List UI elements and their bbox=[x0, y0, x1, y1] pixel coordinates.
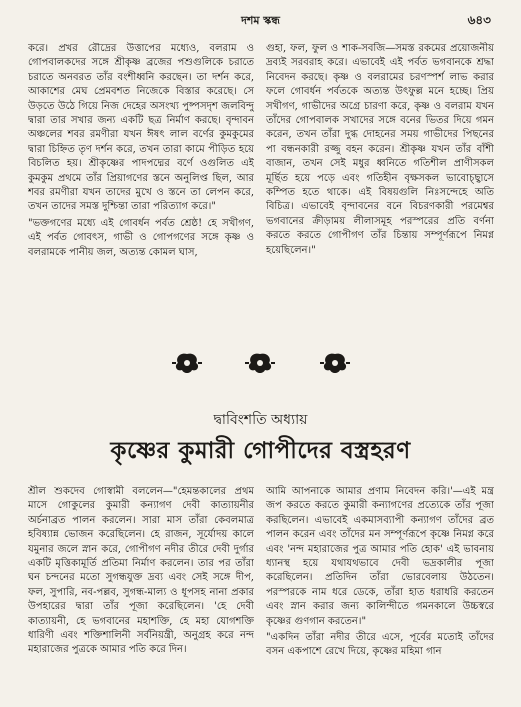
running-head bbox=[0, 10, 521, 28]
column-right-top bbox=[266, 42, 494, 342]
column-left-top bbox=[28, 42, 254, 342]
chapter-number: দ্বাবিংশতি অধ্যায় bbox=[213, 412, 308, 428]
paragraph: আমি আপনাকে আমার প্রণাম নিবেদন করি।'—এই মন্ত্র জপ করতে করতে কুমারী কন্যাগণের প্রত্যেকে তাঁর পূজা করছিলেন। এভাবেই একমাসব্যাপী কন্যাগণ তাঁদের ব্রত পালন করেন এবং তাঁদের মন সম্পূর্ণরূপে কৃষ্ণে নিমগ্ন করে এবং 'নন্দ মহারাজের পুত্র আমার পতি হোক' এই ভাবনায় ধ্যানস্থ হয়ে যথাযথভাবে দেবী ভদ্রকালীর পূজা করেছিলেন। প্রতিদিন তাঁরা ভোরবেলায় উঠতেন। পরস্পরকে নাম ধরে ডেকে, তাঁরা হাত ধরাধরি করতেন এবং স্নান করার জন্য কালিন্দীতে গমনকালে উচ্চস্বরে কৃষ্ণের গুণগান করতেন।" bbox=[266, 486, 494, 627]
ornament-icon bbox=[170, 350, 204, 376]
paragraph: "ভক্তগণের মধ্যে এই গোবর্ধন পর্বত শ্রেষ্ঠ! হে সখীগণ, এই পর্বত গোবৎস, গাভী ও গোপগণের সঙ্গে কৃষ্ণ ও বলরামকে পানীয় জল, অত্যন্ত কোমল ঘাস, bbox=[28, 217, 254, 258]
ornament-icon bbox=[318, 350, 352, 376]
chapter-title: কৃষ্ণের কুমারী গোপীদের বস্ত্রহরণ bbox=[110, 437, 411, 464]
ornament-icon bbox=[243, 350, 277, 376]
page-number: ৬৪৩ bbox=[467, 13, 491, 27]
running-title: দশম স্কন্ধ bbox=[241, 14, 280, 27]
column-left-bottom bbox=[28, 485, 254, 700]
paragraph: "একদিন তাঁরা নদীর তীরে এসে, পূর্বের মতোই তাঁদের বসন একপাশে রেখে দিয়ে, কৃষ্ণের মহিমা গান bbox=[266, 632, 494, 658]
paragraph: করে। প্রখর রৌদ্রের উত্তাপের মধ্যেও, বলরাম ও গোপবালকদের সঙ্গে শ্রীকৃষ্ণ ব্রজের পশুগুলিকে চরাতে চরাতে অনবরত তাঁর বংশীধ্বনি করছেন। তা দর্শন করে, আকাশের মেঘ প্রেমবশত নিজেকে বিস্তার করেছে। সে উড়তে উঠে গিয়ে নিজ দেহের অসংখ্য পুষ্পসদৃশ জলবিন্দু দ্বারা তার সখার জন্য একটি ছত্র নির্মাণ করছে। বৃন্দাবন অঞ্চলের শবর রমণীরা যখন ঈষৎ লাল বর্ণের কুমকুমের দ্বারা চিহ্নিত তৃণ দর্শন করে, তখন তারা কামে পীড়িত হয়ে বিচলিত হয়। শ্রীকৃষ্ণের পাদপদ্মের বর্ণে ওগুলিত এই কুমকুম প্রথমে তাঁর প্রিয়াগণের স্তনে অনুলিপ্ত ছিল, আর শবর রমণীরা যখন তাদের মুখে ও স্তনে তা লেপন করে, তখন তাদের সমস্ত দুশ্চিন্তা তারা পরিত্যাগ করে।" bbox=[28, 43, 254, 213]
column-right-bottom bbox=[266, 485, 494, 700]
paragraph: শ্রীল শুকদেব গোস্বামী বললেন—"হেমন্তকালের প্রথম মাসে গোকুলের কুমারী কন্যাগণ দেবী কাত্যায়নীর অর্চনাব্রত পালন করলেন। সারা মাস তাঁরা কেবলমাত্র হবিষ্যান্ন ভোজন করেছিলেন। হে রাজন, সূর্যোদয় কালে যমুনার জলে স্নান করে, গোপীগণ নদীর তীরে দেবী দুর্গার একটি মৃত্তিকামূর্তি প্রতিমা নির্মাণ করলেন। তার পর তাঁরা ঘন চন্দনের মতো সুগন্ধযুক্ত দ্রব্য এবং সেই সঙ্গে দীপ, ফল, সুপারি, নব-পল্লব, সুগন্ধ-মাল্য ও ধূপসহ নানা প্রকার উপহারের দ্বারা তাঁর পূজা করেছিলেন। 'হে দেবী কাত্যায়নী, হে ভগবানের মহাশক্তি, হে মহা যোগশক্তি ধারিণী এবং শক্তিশালিনী সর্বনিয়ন্ত্রী, অনুগ্রহ করে নন্দ মহারাজের পুত্রকে আমার পতি করে দিন। bbox=[28, 486, 254, 656]
section-ornaments bbox=[0, 350, 521, 380]
paragraph: গুহা, ফল, ফুল ও শাক-সবজি—সমস্ত রকমের প্রয়োজনীয় দ্রব্যই সরবরাহ করে। এভাবেই এই পর্বত ভগবানকে শ্রদ্ধা নিবেদন করছে। কৃষ্ণ ও বলরামের চরণস্পর্শ লাভ করার ফলে গোবর্ধন পর্বতকে অত্যন্ত উৎফুল্ল মনে হচ্ছে। প্রিয় সখীগণ, গাভীদের অগ্রে চারণা করে, কৃষ্ণ ও বলরাম যখন তাঁদের গোপবালক সখাদের সঙ্গে বনের ভিতর দিয়ে গমন করেন, তখন তাঁরা দুগ্ধ দোহনের সময় গাভীদের পিছনের পা বন্ধনকারী রজ্জু বহন করেন। শ্রীকৃষ্ণ যখন তাঁর বাঁশী বাজান, তখন সেই মধুর ধ্বনিতে গতিশীল প্রাণীসকল মূর্ছিত হয়ে পড়ে এবং গতিহীন বৃক্ষসকল ভাবোচ্ছ্বাসে কম্পিত হতে থাকে। এই বিষয়গুলি নিঃসন্দেহে অতি বিচিত্র। এভাবেই বৃন্দাবনের বনে বিচরণকারী পরমেশ্বর ভগবানের ক্রীড়াময় লীলাসমূহ পরস্পরের প্রতি বর্ণনা করতে করতে গোপীগণ তাঁর চিন্তায় সম্পূর্ণরূপে নিমগ্ন হয়েছিলেন।" bbox=[266, 43, 494, 256]
